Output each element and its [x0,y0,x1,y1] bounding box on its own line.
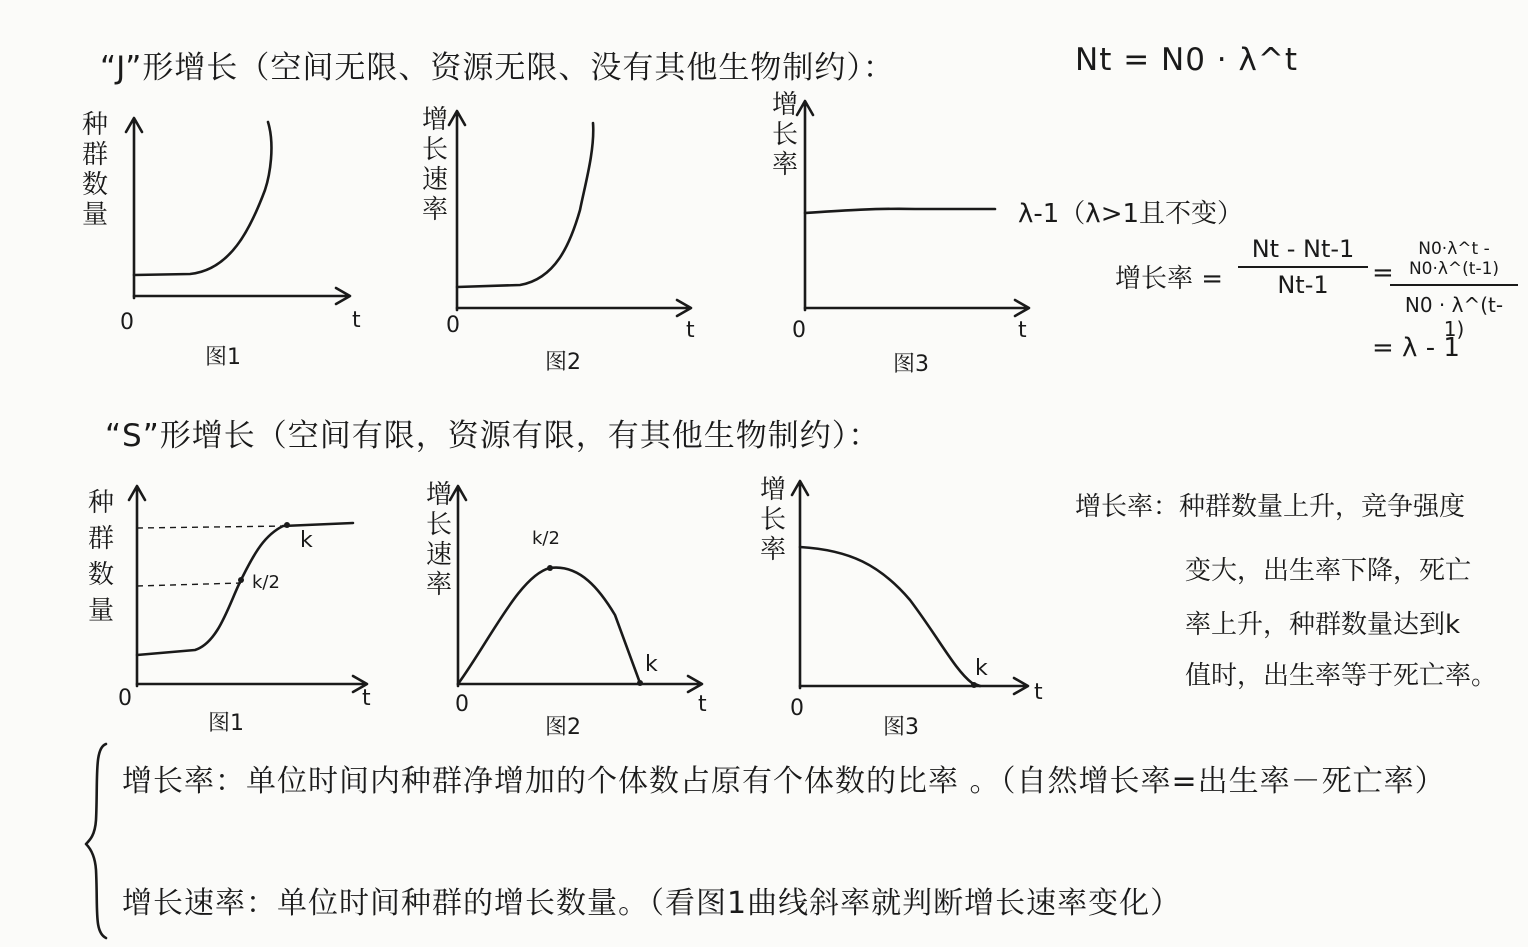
j-graph3 [795,95,1040,325]
j-graph3-caption: 图3 [893,352,929,377]
s-graph3-curve [800,547,980,686]
growth-rate-fraction-1 [1238,235,1368,299]
s-growth-heading: “S”形增长（空间有限，资源有限，有其他生物制约）： [105,418,881,454]
s-graph2-origin: 0 [455,692,469,717]
j-graph1-caption: 图1 [205,345,241,370]
s-graph3 [790,475,1045,695]
j-graph2-origin: 0 [446,313,460,338]
s-graph2-x-axis [458,676,702,692]
j-graph2 [445,105,705,330]
s-graph2 [450,480,720,695]
s-note-line-1: 增长率：种群数量上升，竞争强度 [1075,492,1466,522]
j-graph3-t-label: t [1018,318,1027,343]
fraction-1-bar [1238,266,1368,268]
j-graph1-ylabel: 种群数量 [81,110,108,230]
s-graph1-k2-label: k/2 [252,572,280,593]
s-graph2-caption: 图2 [545,715,581,740]
j-graph2-ylabel: 增长速率 [421,105,448,225]
j-graph3-origin: 0 [792,318,806,343]
s-graph3-x-axis [800,678,1028,694]
s-graph2-ylabel: 增长速率 [425,480,452,600]
s-graph2-peak-label: k/2 [532,528,560,549]
s-graph2-y-axis [450,486,466,686]
j-growth-formula: Nt = N0 · λ^t [1075,42,1298,78]
s-graph1-x-axis [137,676,367,692]
s-graph2-curve [458,568,640,684]
fraction-1-numerator: Nt - Nt-1 [1251,235,1355,263]
s-graph1-k-dashed-line [137,526,287,528]
j-graph1-y-axis [126,118,142,298]
s-graph3-k-point [971,682,977,688]
s-graph1-k-label: k [300,528,313,553]
growth-rate-result: = λ - 1 [1372,333,1460,363]
j-graph3-line-label: λ-1（λ>1且不变） [1018,199,1244,229]
s-graph3-k-label: k [975,656,988,681]
s-graph2-t-label: t [698,692,707,717]
fraction-2-numerator: N0·λ^t - N0·λ^(t-1) [1408,239,1500,279]
definitions-brace [84,740,114,940]
s-graph1-k2-dashed-line [137,583,241,586]
s-graph1-ylabel: 种群数量 [87,488,114,626]
j-graph3-x-axis [805,300,1029,316]
s-note-line-4: 值时，出生率等于死亡率。 [1185,661,1498,691]
s-graph1-t-label: t [362,686,371,711]
j-graph2-caption: 图2 [545,350,581,375]
j-growth-heading: “J”形增长（空间无限、资源无限、没有其他生物制约）： [100,50,895,86]
fraction-1-denominator: Nt-1 [1277,271,1329,299]
growth-rate-fraction-2 [1390,235,1518,341]
growth-rate-formula-lhs: 增长率 = [1115,264,1224,294]
s-graph1-origin: 0 [118,686,132,711]
s-graph2-peak-point [547,565,553,571]
s-graph1-curve [137,523,353,655]
s-note-line-2: 变大，出生率下降，死亡 [1185,556,1472,586]
j-graph3-line [805,209,995,213]
j-graph3-ylabel: 增长率 [771,90,798,180]
s-graph1-k-point [284,522,290,528]
s-note-line-3: 率上升，种群数量达到k [1185,610,1461,640]
j-graph2-y-axis [449,111,465,310]
s-graph3-origin: 0 [790,696,804,721]
j-graph1-curve [134,122,271,275]
s-graph1-k2-point [238,577,244,583]
j-graph1 [120,110,370,340]
j-graph1-origin: 0 [120,310,134,335]
s-graph1-caption: 图1 [208,711,244,736]
j-graph2-curve [457,123,593,287]
growth-rate-equals: = [1372,258,1394,288]
j-graph1-x-axis [134,288,350,304]
s-graph3-t-label: t [1034,680,1043,705]
definition-growth-rate: 增长率：单位时间内种群净增加的个体数占原有个体数的比率 。（自然增长率=出生率－死亡率） [122,764,1446,799]
j-graph3-y-axis [797,101,813,310]
definition-growth-speed: 增长速率：单位时间种群的增长数量。（看图1曲线斜率就判断增长速率变化） [122,886,1182,921]
s-graph3-y-axis [792,481,808,688]
s-graph3-caption: 图3 [883,715,919,740]
s-graph2-k-label: k [645,652,658,677]
j-graph2-x-axis [457,300,691,316]
s-graph2-k-point [637,680,643,686]
j-graph2-t-label: t [686,318,695,343]
j-graph1-t-label: t [352,308,361,333]
fraction-2-bar [1390,284,1518,286]
fraction-2-denominator: N0 · λ^(t-1) [1404,293,1504,341]
s-graph3-ylabel: 增长率 [759,475,786,565]
